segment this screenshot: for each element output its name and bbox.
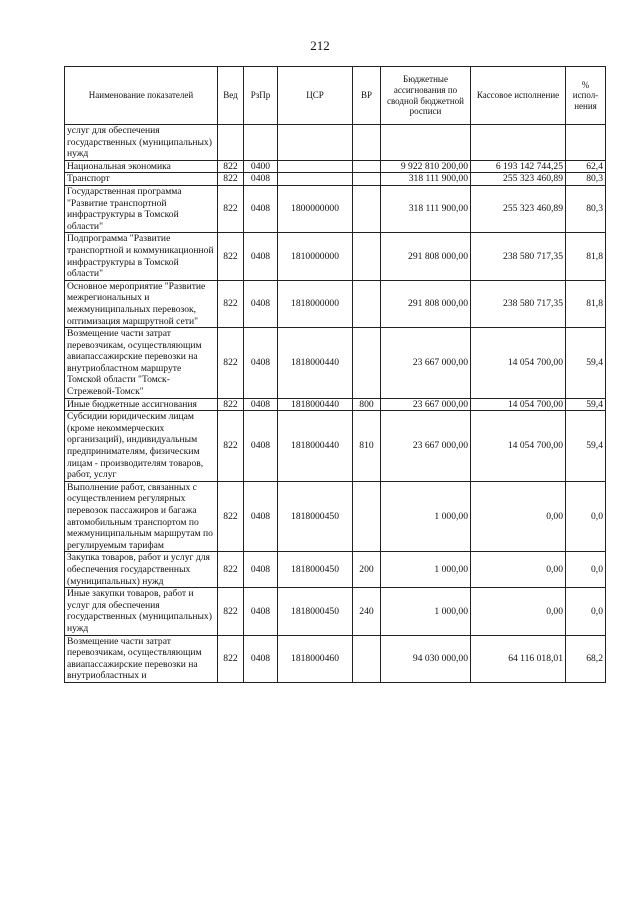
row-csr: 1818000440: [278, 411, 353, 482]
row-rzpr: 0408: [244, 552, 278, 588]
row-pct: 68,2: [566, 635, 606, 682]
row-csr: [278, 173, 353, 186]
row-plan: 94 030 000,00: [381, 635, 471, 682]
row-ved: 822: [218, 173, 244, 186]
row-exec: 14 054 700,00: [471, 411, 566, 482]
row-rzpr: 0408: [244, 588, 278, 635]
row-ved: 822: [218, 411, 244, 482]
row-plan: 23 667 000,00: [381, 411, 471, 482]
row-plan: 23 667 000,00: [381, 328, 471, 399]
header-ved: Вед: [218, 67, 244, 125]
table-row: [65, 185, 606, 232]
table-row: [65, 411, 606, 482]
row-pct: 0,0: [566, 552, 606, 588]
row-ved: 822: [218, 233, 244, 280]
row-ved: [218, 125, 244, 161]
row-csr: 1800000000: [278, 185, 353, 232]
row-ved: 822: [218, 481, 244, 552]
row-name: услуг для обеспечения государственных (муниципальных) нужд: [65, 125, 218, 161]
row-vr: [353, 280, 381, 327]
row-exec: 14 054 700,00: [471, 328, 566, 399]
row-ved: 822: [218, 552, 244, 588]
row-pct: 81,8: [566, 280, 606, 327]
row-exec: 238 580 717,35: [471, 233, 566, 280]
row-exec: [471, 125, 566, 161]
row-rzpr: 0408: [244, 185, 278, 232]
table-row: [65, 398, 606, 411]
row-name: Субсидии юридическим лицам (кроме некоммерческих организаций), индивидуальным предпринимателям, физическим лицам - производителям товаров, работ, услуг: [65, 411, 218, 482]
row-exec: 64 116 018,01: [471, 635, 566, 682]
row-name: Транспорт: [65, 173, 218, 186]
header-csr: ЦСР: [278, 67, 353, 125]
row-csr: 1810000000: [278, 233, 353, 280]
table-row: [65, 173, 606, 186]
row-plan: 291 808 000,00: [381, 280, 471, 327]
row-name: Возмещение части затрат перевозчикам, осуществляющим авиапассажирские перевозки на внутриобластных и: [65, 635, 218, 682]
row-pct: 62,4: [566, 160, 606, 173]
row-exec: 0,00: [471, 552, 566, 588]
row-name: Иные бюджетные ассигнования: [65, 398, 218, 411]
row-rzpr: 0408: [244, 635, 278, 682]
row-name: Закупка товаров, работ и услуг для обеспечения государственных (муниципальных) нужд: [65, 552, 218, 588]
row-csr: 1818000450: [278, 552, 353, 588]
row-plan: [381, 125, 471, 161]
row-rzpr: 0408: [244, 481, 278, 552]
row-exec: 6 193 142 744,25: [471, 160, 566, 173]
row-name: Подпрограмма "Развитие транспортной и коммуникационной инфраструктуры в Томской области": [65, 233, 218, 280]
row-exec: 255 323 460,89: [471, 185, 566, 232]
row-vr: 800: [353, 398, 381, 411]
row-name: Выполнение работ, связанных с осуществлением регулярных перевозок пассажиров и багажа автомобильным транспортом по межмуниципальным маршрутам по регулируемым тарифам: [65, 481, 218, 552]
row-exec: 14 054 700,00: [471, 398, 566, 411]
row-pct: 0,0: [566, 481, 606, 552]
row-rzpr: [244, 125, 278, 161]
row-plan: 291 808 000,00: [381, 233, 471, 280]
row-vr: [353, 233, 381, 280]
row-pct: 59,4: [566, 328, 606, 399]
row-rzpr: 0408: [244, 280, 278, 327]
row-pct: [566, 125, 606, 161]
row-ved: 822: [218, 328, 244, 399]
header-exec: Кассовое исполнение: [471, 67, 566, 125]
row-pct: 59,4: [566, 398, 606, 411]
row-plan: 9 922 810 200,00: [381, 160, 471, 173]
row-plan: 1 000,00: [381, 552, 471, 588]
header-vr: ВР: [353, 67, 381, 125]
row-ved: 822: [218, 160, 244, 173]
table-row: [65, 233, 606, 280]
row-csr: 1818000440: [278, 328, 353, 399]
budget-table: [64, 66, 606, 683]
row-pct: 0,0: [566, 588, 606, 635]
row-plan: 318 111 900,00: [381, 185, 471, 232]
row-vr: 240: [353, 588, 381, 635]
row-rzpr: 0408: [244, 411, 278, 482]
row-csr: [278, 125, 353, 161]
row-plan: 1 000,00: [381, 588, 471, 635]
row-csr: 1818000000: [278, 280, 353, 327]
header-rzpr: РзПр: [244, 67, 278, 125]
row-csr: 1818000450: [278, 588, 353, 635]
row-rzpr: 0408: [244, 398, 278, 411]
row-exec: 255 323 460,89: [471, 173, 566, 186]
row-pct: 81,8: [566, 233, 606, 280]
row-ved: 822: [218, 635, 244, 682]
header-pct: % испол-нения: [566, 67, 606, 125]
row-vr: [353, 328, 381, 399]
row-plan: 23 667 000,00: [381, 398, 471, 411]
row-exec: 0,00: [471, 588, 566, 635]
row-csr: 1818000440: [278, 398, 353, 411]
table-row: [65, 280, 606, 327]
row-vr: [353, 481, 381, 552]
row-name: Иные закупки товаров, работ и услуг для обеспечения государственных (муниципальных) нужд: [65, 588, 218, 635]
row-rzpr: 0408: [244, 233, 278, 280]
row-name: Основное мероприятие "Развитие межрегиональных и межмуниципальных перевозок, оптимизация маршрутной сети": [65, 280, 218, 327]
table-row: [65, 160, 606, 173]
row-vr: [353, 173, 381, 186]
row-rzpr: 0408: [244, 173, 278, 186]
table-row: [65, 635, 606, 682]
row-ved: 822: [218, 185, 244, 232]
row-plan: 318 111 900,00: [381, 173, 471, 186]
header-name: Наименование показателей: [65, 67, 218, 125]
row-csr: 1818000450: [278, 481, 353, 552]
row-vr: [353, 635, 381, 682]
row-ved: 822: [218, 588, 244, 635]
table-row: [65, 552, 606, 588]
row-csr: 1818000460: [278, 635, 353, 682]
header-plan: Бюджетные ассигнования по сводной бюджетной росписи: [381, 67, 471, 125]
row-vr: 810: [353, 411, 381, 482]
row-ved: 822: [218, 398, 244, 411]
table-row: [65, 481, 606, 552]
row-name: Национальная экономика: [65, 160, 218, 173]
table-header-row: [65, 67, 606, 125]
table-row: [65, 328, 606, 399]
row-pct: 59,4: [566, 411, 606, 482]
row-vr: 200: [353, 552, 381, 588]
row-exec: 238 580 717,35: [471, 280, 566, 327]
table-row: [65, 588, 606, 635]
row-exec: 0,00: [471, 481, 566, 552]
row-vr: [353, 160, 381, 173]
row-pct: 80,3: [566, 185, 606, 232]
row-vr: [353, 185, 381, 232]
row-rzpr: 0400: [244, 160, 278, 173]
row-name: Возмещение части затрат перевозчикам, осуществляющим авиапассажирские перевозки на внутриобластном маршруте Томской области "Томск-Стрежевой-Томск": [65, 328, 218, 399]
row-name: Государственная программа "Развитие транспортной инфраструктуры в Томской области": [65, 185, 218, 232]
table-row: [65, 125, 606, 161]
row-pct: 80,3: [566, 173, 606, 186]
row-rzpr: 0408: [244, 328, 278, 399]
row-vr: [353, 125, 381, 161]
row-plan: 1 000,00: [381, 481, 471, 552]
row-ved: 822: [218, 280, 244, 327]
row-csr: [278, 160, 353, 173]
page-number: 212: [310, 38, 330, 53]
